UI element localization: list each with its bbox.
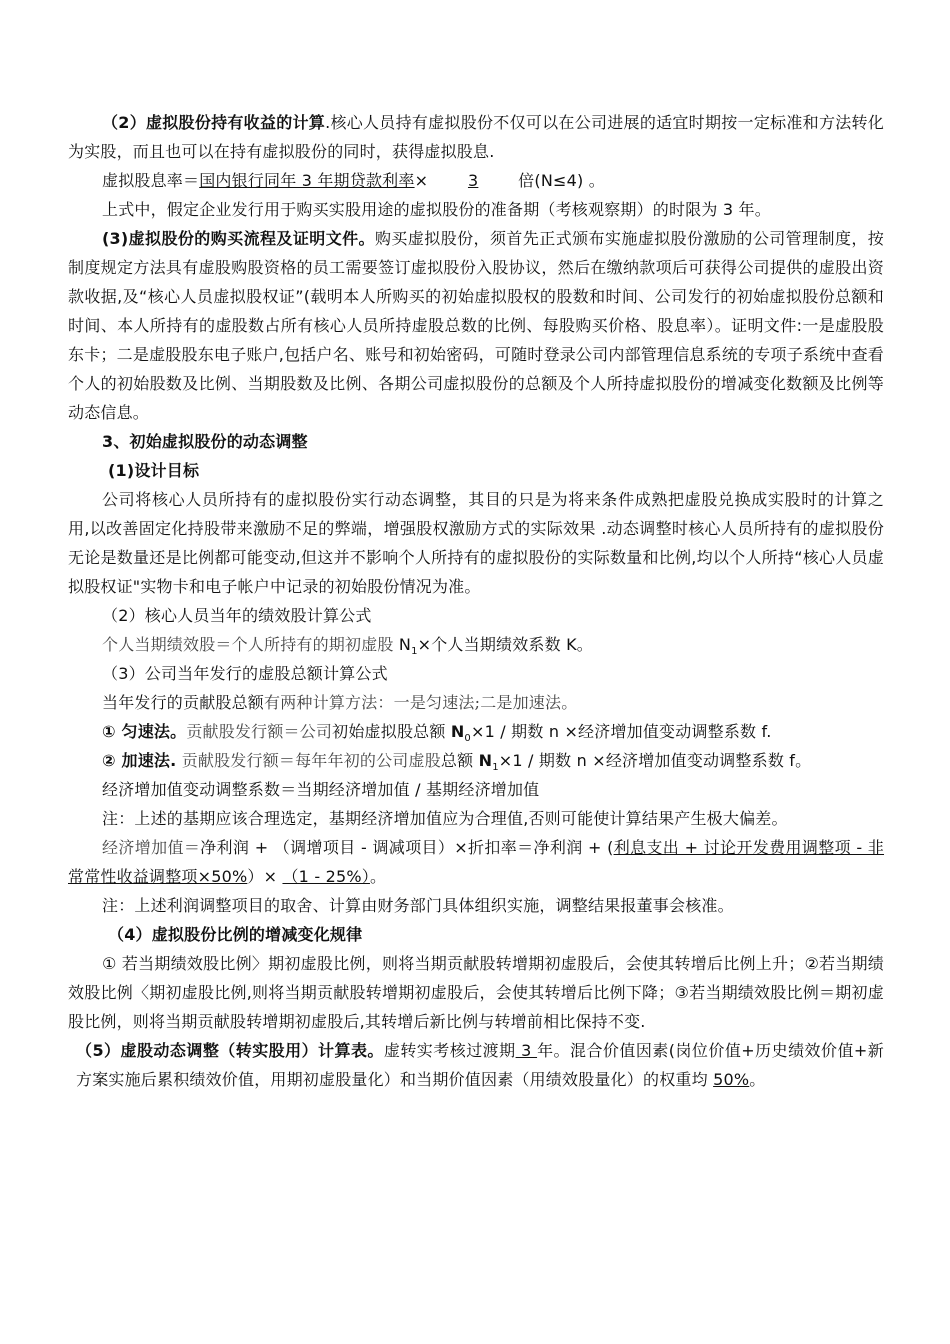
formula-multiplier: 3 — [467, 171, 479, 190]
paragraph-text: 购买虚拟股份，须首先正式颁布实施虚拟股份激励的公司管理制度，按制度规定方法具有虚股购股资格的员工需要签订虚拟股份入股协议，然后在缴纳款项后可获得公司提供的虚股出资款收据,及“核心人员虚拟股权证”(载明本人所购买的初始虚拟股权的股数和时间、公司发行的初始虚拟股份总额和时间、本人所持有的虚股数占所有核心人员所持虚股总数的比例、每股购买价格、股息率）。证明文件:一是虚股股东卡；二是虚股股东电子账户,包括户名、账号和初始密码，可随时登录公司内部管理信息系统的专项子系统中查看个人的初始股数及比例、当期股数及比例、各期公司虚拟股份的总额及个人所持虚拟股份的增减变化数额及比例等动态信息。 — [68, 229, 885, 422]
formula-part: 净利润 + （调增项目 - 调减项目）×折扣率＝净利润 + ( — [200, 838, 614, 857]
formula-eva-coefficient: 经济增加值变动调整系数＝当期经济增加值 / 基期经济增加值 — [102, 780, 540, 799]
document-body — [68, 108, 884, 1094]
formula-part: 贡献股发行额＝每年年初的公司虚股 — [176, 751, 441, 770]
formula-underlined: 利息支出 + 讨论开发费用调整项 - 非常常性收益调整项×50% — [68, 838, 885, 886]
formula-part: 。 — [369, 867, 387, 886]
heading-total-shares-formula: （3）公司当年发行的虚股总额计算公式 — [102, 664, 388, 683]
paragraph-holding-income — [68, 108, 884, 166]
section-heading: (3)虚拟股份的购买流程及证明文件。 — [102, 229, 375, 248]
formula-accelerated-method — [68, 746, 884, 775]
text-part: 年。混合价值因素(岗位价值+历史绩效价值+新方案实施后累积绩效价值，用期初虚股量化）和当期价值因素（用绩效股量化）的权重均 — [76, 1041, 884, 1089]
formula-part: 贡献股发行额＝公司 — [186, 722, 333, 741]
section-heading: （5）虚股动态调整（转实股用）计算表。 — [76, 1041, 384, 1060]
formula-subscript: 0 — [464, 733, 471, 745]
method-label: ② 加速法. — [102, 751, 177, 770]
formula-eva — [68, 833, 884, 891]
paragraph-ratio-change: ① 若当期绩效股比例〉期初虚股比例，则将当期贡献股转增期初虚股后，会使其转增后比例上升；②若当期绩效股比例〈期初虚股比例,则将当期贡献股转增期初虚股后，会使其转增后比例下降；③若当期绩效股比例＝期初虚股比例，则将当期贡献股转增期初虚股后,其转增后新比例与转增前相比保持不变. — [68, 954, 884, 1031]
formula-subscript: 1 — [411, 646, 418, 658]
formula-uniform-method — [68, 717, 884, 746]
formula-part: 经济增加值＝ — [102, 838, 201, 857]
formula-part: 总额 — [440, 751, 479, 770]
text-underlined: 50% — [713, 1070, 750, 1089]
section-heading: （2）虚拟股份持有收益的计算 — [102, 113, 326, 132]
formula-dividend-rate — [68, 166, 884, 195]
heading-dynamic-adjustment: 3、初始虚拟股份的动态调整 — [102, 432, 308, 451]
formula-left: 虚拟股息率＝ — [102, 171, 200, 190]
heading-performance-share-formula: （2）核心人员当年的绩效股计算公式 — [102, 606, 372, 625]
method-label: ① 匀速法。 — [102, 722, 187, 741]
note-profit-adjustment: 注：上述利润调整项目的取舍、计算由财务部门具体组织实施，调整结果报董事会核准。 — [102, 896, 734, 915]
text-part: 虚转实考核过渡期 — [383, 1041, 516, 1060]
formula-part: ×个人当期绩效系数 K。 — [417, 635, 594, 654]
formula-right: 倍(N≤4) 。 — [518, 171, 605, 190]
formula-subscript: 1 — [492, 762, 499, 774]
heading-ratio-change: （4）虚拟股份比例的增减变化规律 — [108, 925, 363, 944]
paragraph-design-goal: 公司将核心人员所持有的虚拟股份实行动态调整，其目的只是为将来条件成熟把虚股兑换成实股时的计算之用,以改善固定化持股带来激励不足的弊端，增强股权激励方式的实际效果 .动态调整时核心人员所持有的虚拟股份无论是数量还是比例都可能变动,但这并不影响个人所持有的虚拟股份的实际数量和比例,均以个人所持“核心人员虚拟股权证"实物卡和电子帐户中记录的初始股份情况为准。 — [68, 490, 884, 596]
formula-part: 初始虚拟股总额 — [332, 722, 451, 741]
formula-symbol: N — [450, 722, 465, 741]
formula-symbol: N — [398, 635, 412, 654]
formula-part: ）× — [247, 867, 283, 886]
formula-part: 个人当期绩效股＝个人所持有的期初虚股 — [102, 635, 399, 654]
heading-design-goal: (1)设计目标 — [108, 461, 200, 480]
paragraph-two-methods — [68, 688, 884, 717]
text-part: 。 — [749, 1070, 766, 1089]
paragraph-preparation-period: 上式中，假定企业发行用于购买实股用途的虚拟股份的准备期（考核观察期）的时限为 3 年。 — [102, 200, 771, 219]
formula-part: ×1 / 期数 n ×经济增加值变动调整系数 f。 — [498, 751, 812, 770]
formula-part: ×1 / 期数 n ×经济增加值变动调整系数 f. — [470, 722, 772, 741]
formula-symbol: N — [478, 751, 493, 770]
formula-performance-share — [68, 630, 884, 659]
formula-underlined: （1 - 25%） — [282, 867, 370, 886]
formula-rate: 国内银行同年 3 年期贷款利率 — [199, 171, 415, 190]
text-part: 有两种计算方法：一是匀速法;二是加速法。 — [264, 693, 578, 712]
formula-times: × — [414, 171, 429, 190]
paragraph-calculation-table — [68, 1036, 884, 1094]
text-underlined: 3 — [515, 1041, 538, 1060]
paragraph-purchase-process — [68, 224, 884, 427]
paragraph-text: .核心人员持有虚拟股份不仅可以在公司进展的适宜时期按一定标准和方法转化为实股，而且也可以在持有虚拟股份的同时，获得虚拟股息. — [68, 113, 884, 161]
note-base-period: 注：上述的基期应该合理选定，基期经济增加值应为合理值,否则可能使计算结果产生极大偏差。 — [102, 809, 788, 828]
text-part: 当年发行的贡献股总额 — [102, 693, 265, 712]
